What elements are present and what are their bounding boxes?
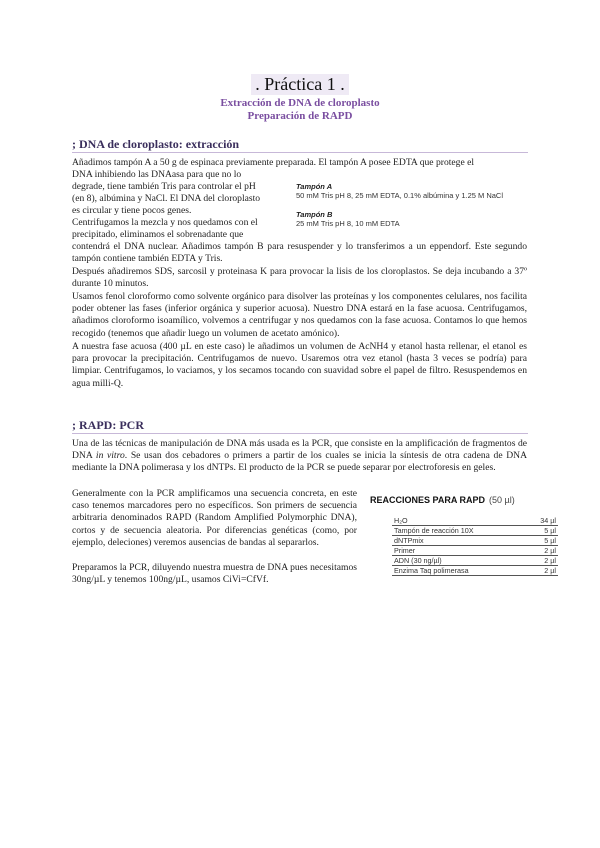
buffer-b-desc: 25 mM Tris pH 8, 10 mM EDTA [296,219,400,228]
reactions-table [392,516,558,576]
paragraph-pcr-intro: Una de las técnicas de manipulación de DNA más usada es la PCR, que consiste en la amplificación de fragmentos de DNA in vitro. Se usan dos cebadores o primers a partir de los cuales se inicia la síntesis de otra cadena de DNA mediante la DNA polimerasa y los dNTPs. El producto de la PCR se puede separar por electroforesis en geles. [72,438,528,474]
section-divider [72,433,528,434]
section-divider [72,152,528,153]
paragraph-narrow-line: es circular y tiene pocos genes. [72,205,192,216]
table-row: Tampón de reacción 10X 5 µl [394,526,556,535]
section-heading-dna: ; DNA de cloroplasto: extracción [72,137,240,151]
table-row: H₂O 34 µl [394,516,556,525]
paragraph-narrow-line: Centrifugamos la mezcla y nos quedamos con el [72,217,258,228]
paragraph-precipitation: A nuestra fase acuosa (400 µL en este caso) le añadimos un volumen de AcNH4 y etanol hasta rellenar, el etanol es para provocar la precipitación. Centrifugamos de nuevo. Usaremos otra vez etanol (hasta 3 veces se podría) para limpiar. Centrifugamos, lo vaciamos, y los secamos tocando con suavidad sobre el papel de filtro. Resuspendemos en agua milli-Q. [72,341,527,389]
paragraph-centrifuge: contendrá el DNA nuclear. Añadimos tampón B para resuspender y lo transferimos a un eppendorf. Este segundo tampón contiene también EDTA y Tris. [72,241,527,265]
paragraph-narrow-line: precipitado, eliminamos el sobrenadante que [72,229,244,240]
paragraph-narrow-line: (en 8), albúmina y NaCl. El DNA del cloroplasto [72,193,261,204]
buffer-b-name: Tampón B [296,210,333,219]
page-title: . Práctica 1 . [0,74,600,95]
paragraph-intro-line: Añadimos tampón A a 50 g de espinaca previamente preparada. El tampón A posee EDTA que protege el [72,157,475,168]
subtitle-rapd: Preparación de RAPD [247,110,353,122]
paragraph-lysis: Después añadiremos SDS, sarcosil y proteinasa K para provocar la lisis de los cloroplastos. Se deja incubando a 37º durante 10 minutos. [72,266,527,290]
buffer-a-desc: 50 mM Tris pH 8, 25 mM EDTA, 0.1% albúmina y 1.25 M NaCl [296,191,504,200]
paragraph-dilution: Preparamos la PCR, diluyendo nuestra muestra de DNA pues necesitamos 30ng/µL y tenemos 100ng/µL, usamos CiVi=CfVf. [72,562,357,586]
paragraph-narrow-line: degrade, tiene también Tris para controlar el pH [72,181,256,192]
table-row: Primer 2 µl [394,546,556,555]
table-row: dNTPmix 5 µl [394,536,556,545]
table-row: Enzima Taq polimerasa 2 µl [394,566,556,575]
paragraph-phenol: Usamos fenol cloroformo como solvente orgánico para disolver las proteínas y los componentes celulares, nos facilita poder obtener las fases (inferior orgánica y superior acuosa). Nuestro DNA estará en la fase acuosa. Centrifugamos, añadimos cloroformo isoamílico, volvemos a centrifugar y nos quedamos con la fase acuosa. Contamos lo que hemos recogido (tenemos que añadir luego un volumen de acetato amónico). [72,291,527,339]
paragraph-rapd-markers: Generalmente con la PCR amplificamos una secuencia concreta, en este caso tenemos marcadores pero no específicos. Son primers de secuencia arbitraria denominados RAPD (Random Amplified Polymorphic DNA), cortos y de secuencia aleatoria. Por diferencias genéticas (como, por ejemplo, deleciones) veremos ausencias de bandas al separarlos. [72,488,357,548]
buffer-a-block [296,182,503,200]
paragraph-narrow-line: DNA inhibiendo las DNAasa para que no lo [72,169,242,180]
buffer-b-block [296,210,400,228]
reactions-heading: REACCIONES PARA RAPD (50 µl) [370,495,515,505]
subtitle-extraction: Extracción de DNA de cloroplasto [220,97,380,109]
buffer-a-name: Tampón A [296,182,333,191]
table-row: ADN (30 ng/µl) 2 µl [394,556,556,565]
section-heading-rapd: ; RAPD: PCR [72,418,144,432]
